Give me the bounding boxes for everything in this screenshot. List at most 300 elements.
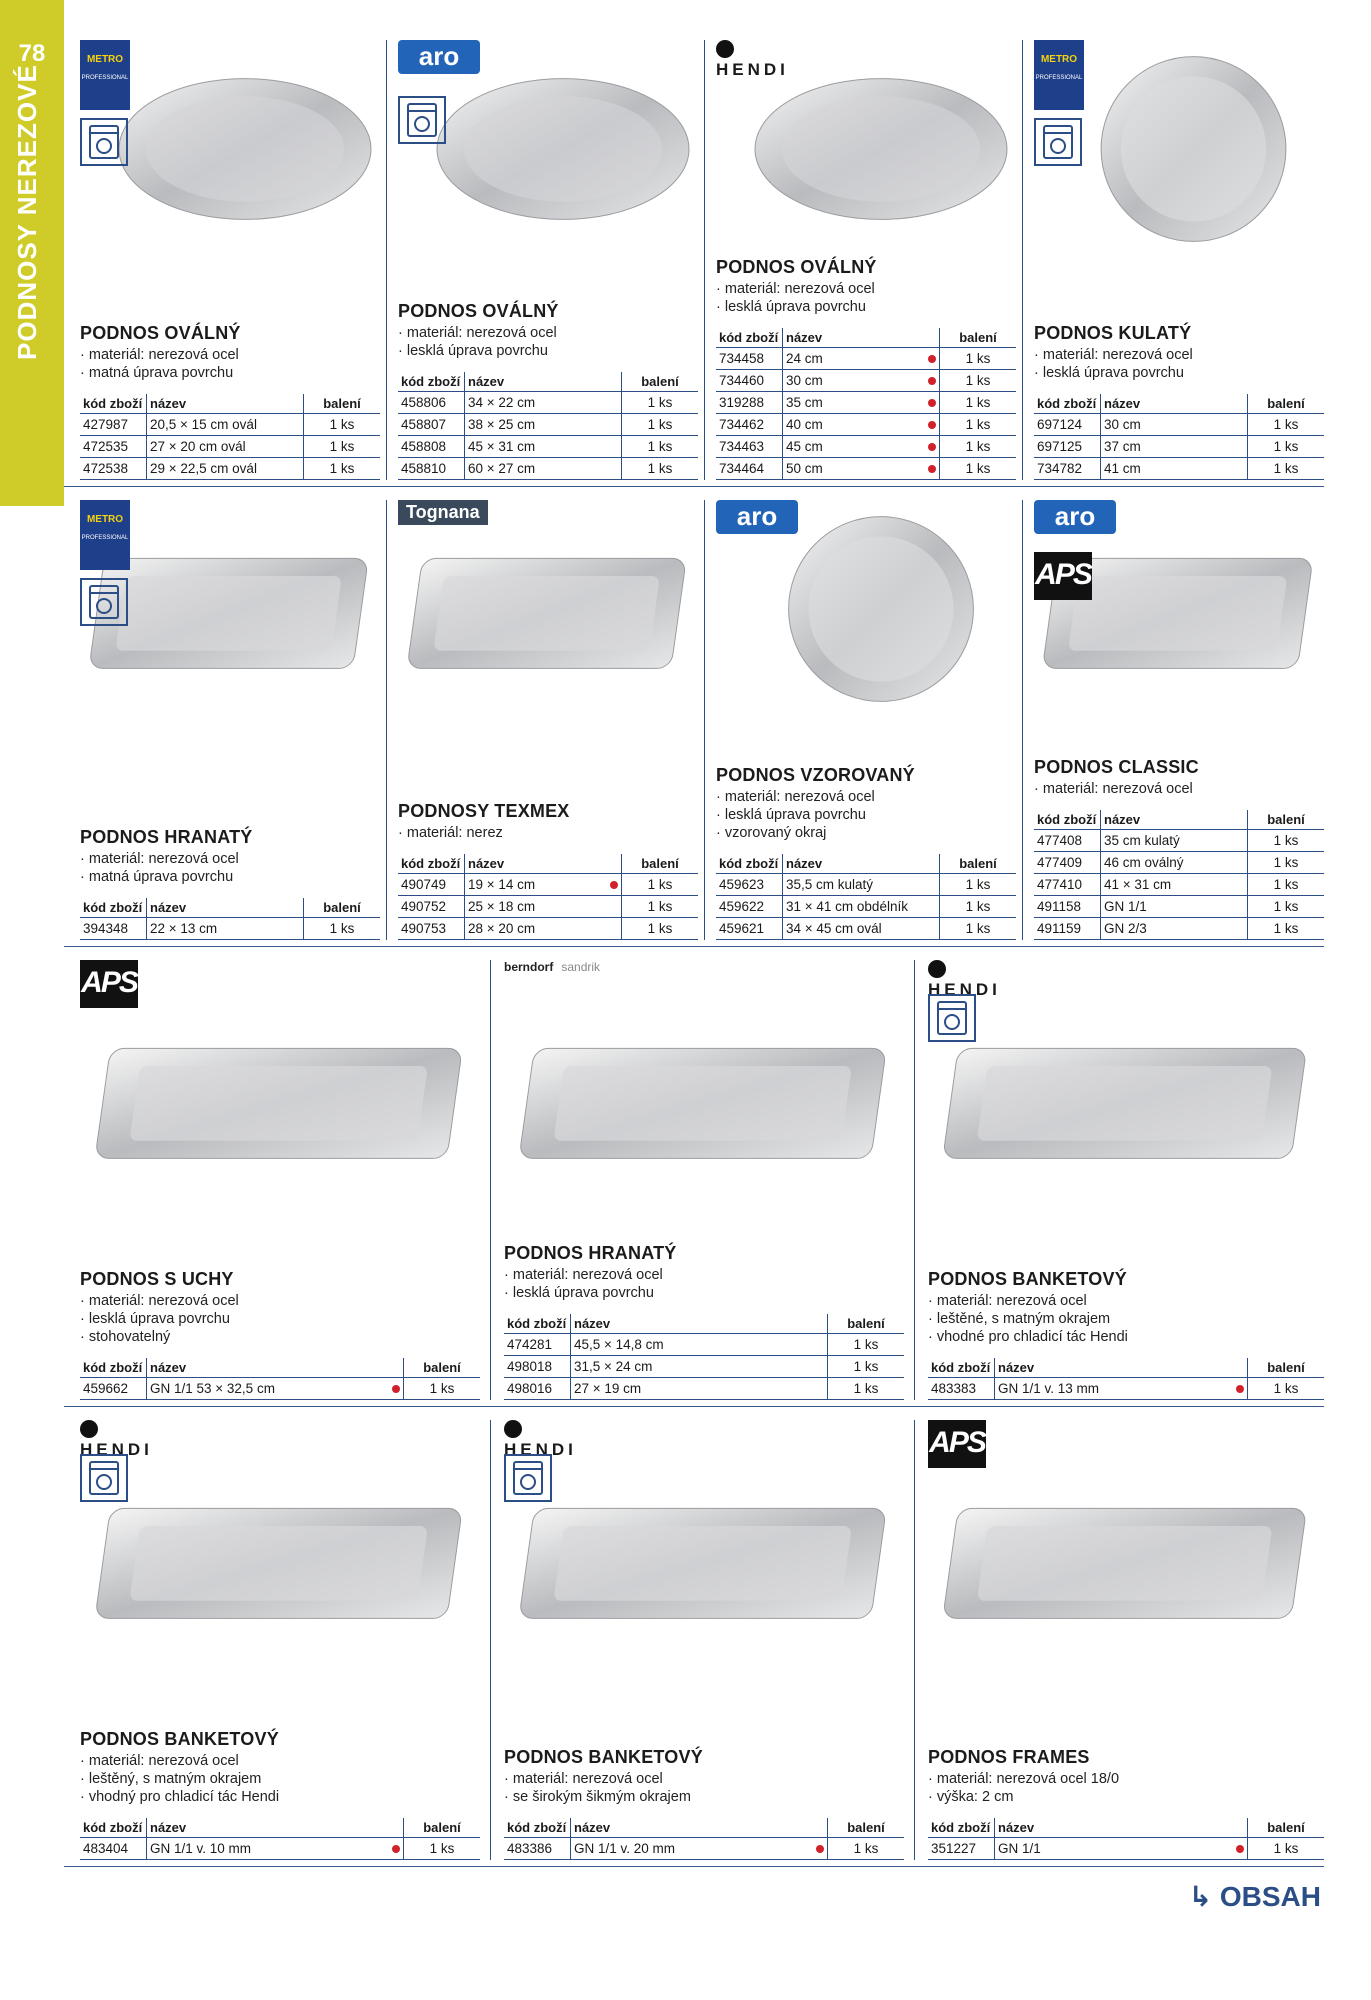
- product-table: [928, 1818, 1324, 1860]
- header-name: název: [1101, 394, 1248, 414]
- item-code: 427987: [80, 414, 147, 436]
- item-pack: 1 ks: [622, 458, 699, 480]
- table-row: [716, 874, 1016, 896]
- contents-link[interactable]: [1189, 1880, 1321, 1913]
- item-code: 319288: [716, 392, 783, 414]
- table-row: [716, 458, 1016, 480]
- dishwasher-safe-icon: [80, 118, 128, 166]
- table-row: [716, 370, 1016, 392]
- product-card: [716, 500, 1016, 940]
- item-code: 498016: [504, 1378, 571, 1400]
- product-feature: · materiál: nerezová ocel: [80, 1292, 480, 1310]
- product-feature: · lesklá úprava povrchu: [716, 806, 1016, 824]
- item-marker: [601, 918, 622, 940]
- metro-logo-sub: PROFESSIONAL: [81, 75, 129, 81]
- item-marker: [1227, 1378, 1248, 1400]
- item-name: 35 cm kulatý: [1101, 830, 1228, 852]
- header-name: název: [571, 1818, 828, 1838]
- item-code: 351227: [928, 1838, 995, 1860]
- table-row: [80, 918, 380, 940]
- item-pack: 1 ks: [940, 458, 1017, 480]
- item-name: GN 1/1 v. 13 mm: [995, 1378, 1228, 1400]
- product-info: [928, 1747, 1324, 1860]
- table-header-row: [80, 1358, 480, 1378]
- product-feature: · materiál: nerezová ocel: [80, 1752, 480, 1770]
- item-marker: [1227, 874, 1248, 896]
- header-pack: balení: [404, 1358, 481, 1378]
- item-marker: [919, 414, 940, 436]
- item-pack: 1 ks: [828, 1334, 905, 1356]
- item-marker: [601, 414, 622, 436]
- product-title: PODNOS KULATÝ: [1034, 323, 1192, 343]
- table-header-row: [80, 1818, 480, 1838]
- product-info: [716, 257, 1016, 480]
- table-row: [504, 1838, 904, 1860]
- table-row: [1034, 896, 1324, 918]
- item-pack: 1 ks: [1248, 1378, 1325, 1400]
- product-table: [80, 1358, 480, 1400]
- table-row: [504, 1334, 904, 1356]
- product-feature: · lesklá úprava povrchu: [716, 298, 1016, 316]
- product-table: [716, 328, 1016, 480]
- header-name: název: [147, 1358, 404, 1378]
- item-marker: [807, 1838, 828, 1860]
- red-dot-icon: [928, 377, 936, 385]
- product-card: [80, 500, 380, 940]
- product-info: [504, 1243, 904, 1400]
- item-marker: [807, 1356, 828, 1378]
- header-code: kód zboží: [398, 854, 465, 874]
- item-name: GN 1/1 53 × 32,5 cm: [147, 1378, 384, 1400]
- header-pack: balení: [622, 372, 699, 392]
- item-marker: [601, 896, 622, 918]
- item-pack: 1 ks: [1248, 830, 1325, 852]
- item-name: 31 × 41 cm obdélník: [783, 896, 920, 918]
- product-info: [80, 827, 380, 940]
- item-code: 472538: [80, 458, 147, 480]
- item-pack: 1 ks: [1248, 458, 1325, 480]
- table-row: [1034, 852, 1324, 874]
- product-info: [80, 1729, 480, 1860]
- row-divider: [64, 1866, 1324, 1867]
- item-name: 27 × 20 cm ovál: [147, 436, 284, 458]
- item-code: 697124: [1034, 414, 1101, 436]
- item-name: 34 × 22 cm: [465, 392, 602, 414]
- item-name: 41 × 31 cm: [1101, 874, 1228, 896]
- item-marker: [919, 896, 940, 918]
- item-marker: [1227, 896, 1248, 918]
- product-card: [1034, 40, 1324, 480]
- table-row: [80, 436, 380, 458]
- product-title: PODNOS VZOROVANÝ: [716, 765, 915, 785]
- header-pack: balení: [1248, 394, 1325, 414]
- product-title: PODNOS CLASSIC: [1034, 757, 1199, 777]
- item-pack: 1 ks: [940, 414, 1017, 436]
- table-row: [504, 1356, 904, 1378]
- header-code: kód zboží: [80, 898, 147, 918]
- item-code: 483404: [80, 1838, 147, 1860]
- row-divider: [64, 1406, 1324, 1407]
- header-code: kód zboží: [716, 854, 783, 874]
- header-name: název: [147, 898, 304, 918]
- header-pack: balení: [940, 328, 1017, 348]
- hendi-logo-text: HENDI: [504, 1440, 577, 1459]
- header-pack: balení: [304, 394, 381, 414]
- column-divider: [914, 1420, 915, 1860]
- product-table: [1034, 810, 1324, 940]
- metro-logo-text: METRO: [1040, 54, 1078, 65]
- header-pack: balení: [304, 898, 381, 918]
- table-row: [1034, 874, 1324, 896]
- product-image: [80, 1000, 480, 1225]
- item-name: 20,5 × 15 cm ovál: [147, 414, 284, 436]
- item-name: 41 cm: [1101, 458, 1228, 480]
- item-code: 477408: [1034, 830, 1101, 852]
- metro-logo: [80, 40, 130, 110]
- item-marker: [1227, 852, 1248, 874]
- table-row: [398, 896, 698, 918]
- item-name: 35,5 cm kulatý: [783, 874, 920, 896]
- table-header-row: [1034, 394, 1324, 414]
- product-table: [80, 898, 380, 940]
- contents-link-label: OBSAH: [1219, 1881, 1321, 1912]
- item-name: GN 1/1 v. 10 mm: [147, 1838, 384, 1860]
- column-divider: [704, 500, 705, 940]
- hendi-logo-text: HENDI: [928, 980, 1001, 999]
- product-table: [716, 854, 1016, 940]
- red-dot-icon: [928, 421, 936, 429]
- red-dot-icon: [392, 1845, 400, 1853]
- header-code: kód zboží: [398, 372, 465, 392]
- item-name: 29 × 22,5 cm ovál: [147, 458, 284, 480]
- hendi-logo-mark: [504, 1420, 522, 1438]
- hendi-logo-mark: [928, 960, 946, 978]
- product-title: PODNOS S UCHY: [80, 1269, 234, 1289]
- table-header-row: [398, 372, 698, 392]
- item-code: 734782: [1034, 458, 1101, 480]
- item-marker: [283, 414, 304, 436]
- item-code: 734464: [716, 458, 783, 480]
- item-name: GN 2/3: [1101, 918, 1228, 940]
- item-name: 50 cm: [783, 458, 920, 480]
- header-pack: balení: [940, 854, 1017, 874]
- item-pack: 1 ks: [828, 1356, 905, 1378]
- product-card: [80, 1420, 480, 1860]
- item-name: 37 cm: [1101, 436, 1228, 458]
- item-marker: [807, 1378, 828, 1400]
- item-code: 734462: [716, 414, 783, 436]
- header-code: kód zboží: [716, 328, 783, 348]
- product-photo: [504, 1000, 904, 1220]
- product-card: [398, 40, 698, 480]
- item-marker: [601, 874, 622, 896]
- product-info: [398, 801, 698, 940]
- product-photo: [80, 1460, 480, 1680]
- table-header-row: [928, 1358, 1324, 1378]
- header-code: kód zboží: [80, 1818, 147, 1838]
- header-name: název: [465, 854, 622, 874]
- item-marker: [283, 918, 304, 940]
- item-marker: [601, 458, 622, 480]
- item-name: 60 × 27 cm: [465, 458, 602, 480]
- product-feature: · materiál: nerezová ocel: [928, 1292, 1324, 1310]
- product-title: PODNOS BANKETOVÝ: [928, 1269, 1127, 1289]
- table-header-row: [504, 1818, 904, 1838]
- table-row: [398, 392, 698, 414]
- product-feature: · lesklá úprava povrchu: [80, 1310, 480, 1328]
- metro-logo-sub: PROFESSIONAL: [81, 535, 129, 541]
- product-table: [80, 1818, 480, 1860]
- column-divider: [386, 40, 387, 480]
- metro-logo-text: METRO: [86, 514, 124, 525]
- column-divider: [490, 1420, 491, 1860]
- item-pack: 1 ks: [1248, 852, 1325, 874]
- dishwasher-safe-icon: [398, 96, 446, 144]
- item-pack: 1 ks: [940, 436, 1017, 458]
- product-title: PODNOS HRANATÝ: [504, 1243, 677, 1263]
- product-feature: · materiál: nerez: [398, 824, 698, 842]
- item-marker: [919, 874, 940, 896]
- metro-logo-text: METRO: [86, 54, 124, 65]
- product-photo: [928, 1460, 1324, 1680]
- item-name: 45 × 31 cm: [465, 436, 602, 458]
- column-divider: [1022, 40, 1023, 480]
- item-pack: 1 ks: [1248, 414, 1325, 436]
- item-code: 394348: [80, 918, 147, 940]
- metro-logo: [1034, 40, 1084, 110]
- table-row: [716, 918, 1016, 940]
- product-info: [504, 1747, 904, 1860]
- product-info: [80, 323, 380, 480]
- header-name: název: [571, 1314, 828, 1334]
- item-marker: [1227, 436, 1248, 458]
- product-info: [1034, 757, 1324, 940]
- table-row: [80, 414, 380, 436]
- header-code: kód zboží: [928, 1818, 995, 1838]
- red-dot-icon: [1236, 1845, 1244, 1853]
- product-photo: [80, 1000, 480, 1220]
- aps-logo: APS: [928, 1420, 986, 1468]
- item-pack: 1 ks: [304, 458, 381, 480]
- header-code: kód zboží: [504, 1314, 571, 1334]
- item-code: 458810: [398, 458, 465, 480]
- table-row: [1034, 830, 1324, 852]
- metro-logo-sub: PROFESSIONAL: [1035, 75, 1083, 81]
- hendi-logo-mark: [80, 1420, 98, 1438]
- item-name: 31,5 × 24 cm: [571, 1356, 808, 1378]
- product-table: [398, 372, 698, 480]
- product-image: [716, 50, 1016, 275]
- item-code: 734458: [716, 348, 783, 370]
- product-feature: · materiál: nerezová ocel: [1034, 346, 1324, 364]
- item-code: 491158: [1034, 896, 1101, 918]
- item-pack: 1 ks: [940, 896, 1017, 918]
- hendi-logo-text: HENDI: [716, 60, 789, 79]
- header-code: kód zboží: [1034, 394, 1101, 414]
- product-feature: · materiál: nerezová ocel: [80, 850, 380, 868]
- table-row: [716, 348, 1016, 370]
- table-header-row: [398, 854, 698, 874]
- product-feature: · materiál: nerezová ocel: [398, 324, 698, 342]
- item-name: 19 × 14 cm: [465, 874, 602, 896]
- sandrik-logo-text: sandrik: [561, 960, 601, 974]
- product-feature: · materiál: nerezová ocel: [80, 346, 380, 364]
- product-feature: · výška: 2 cm: [928, 1788, 1324, 1806]
- section-title: PODNOSY NEREZOVÉ: [12, 64, 42, 360]
- table-header-row: [504, 1314, 904, 1334]
- aro-logo-text: aro: [716, 500, 798, 534]
- item-name: 25 × 18 cm: [465, 896, 602, 918]
- product-image: [398, 510, 698, 735]
- item-pack: 1 ks: [940, 918, 1017, 940]
- product-title: PODNOS OVÁLNÝ: [716, 257, 877, 277]
- product-info: [398, 301, 698, 480]
- header-pack: balení: [1248, 810, 1325, 830]
- product-title: PODNOS OVÁLNÝ: [80, 323, 241, 343]
- product-image: [928, 1460, 1324, 1685]
- item-code: 459623: [716, 874, 783, 896]
- header-name: název: [147, 394, 304, 414]
- item-pack: 1 ks: [304, 414, 381, 436]
- item-pack: 1 ks: [304, 918, 381, 940]
- header-pack: balení: [828, 1314, 905, 1334]
- item-marker: [601, 436, 622, 458]
- item-name: 35 cm: [783, 392, 920, 414]
- page-number: 78: [18, 40, 46, 67]
- header-pack: balení: [622, 854, 699, 874]
- hendi-logo: [716, 40, 789, 80]
- product-feature: · leštěné, s matným okrajem: [928, 1310, 1324, 1328]
- item-marker: [1227, 458, 1248, 480]
- metro-logo: [80, 500, 130, 570]
- item-name: 27 × 19 cm: [571, 1378, 808, 1400]
- item-code: 458807: [398, 414, 465, 436]
- table-header-row: [1034, 810, 1324, 830]
- column-divider: [386, 500, 387, 940]
- item-code: 459621: [716, 918, 783, 940]
- table-header-row: [928, 1818, 1324, 1838]
- item-name: 24 cm: [783, 348, 920, 370]
- product-feature: · leštěný, s matným okrajem: [80, 1770, 480, 1788]
- item-code: 498018: [504, 1356, 571, 1378]
- product-feature: · se širokým šikmým okrajem: [504, 1788, 904, 1806]
- column-divider: [490, 960, 491, 1400]
- table-header-row: [80, 394, 380, 414]
- item-marker: [383, 1838, 404, 1860]
- red-dot-icon: [816, 1845, 824, 1853]
- product-photo: [504, 1460, 904, 1680]
- table-row: [80, 1378, 480, 1400]
- item-pack: 1 ks: [940, 874, 1017, 896]
- product-feature: · vhodný pro chladicí tác Hendi: [80, 1788, 480, 1806]
- product-card: [80, 40, 380, 480]
- table-row: [398, 874, 698, 896]
- product-feature: · vhodné pro chladicí tác Hendi: [928, 1328, 1324, 1346]
- item-code: 734463: [716, 436, 783, 458]
- item-marker: [919, 370, 940, 392]
- item-code: 490752: [398, 896, 465, 918]
- dishwasher-safe-icon: [928, 994, 976, 1042]
- product-feature: · materiál: nerezová ocel: [504, 1266, 904, 1284]
- item-pack: 1 ks: [404, 1378, 481, 1400]
- table-row: [398, 414, 698, 436]
- table-header-row: [716, 328, 1016, 348]
- product-title: PODNOS HRANATÝ: [80, 827, 253, 847]
- red-dot-icon: [610, 881, 618, 889]
- red-dot-icon: [928, 399, 936, 407]
- item-code: 491159: [1034, 918, 1101, 940]
- header-code: kód zboží: [80, 394, 147, 414]
- item-name: GN 1/1: [1101, 896, 1228, 918]
- table-row: [1034, 918, 1324, 940]
- item-pack: 1 ks: [1248, 896, 1325, 918]
- dishwasher-safe-icon: [80, 1454, 128, 1502]
- item-name: GN 1/1 v. 20 mm: [571, 1838, 808, 1860]
- column-divider: [1022, 500, 1023, 940]
- table-row: [1034, 458, 1324, 480]
- product-table: [1034, 394, 1324, 480]
- item-name: 45 cm: [783, 436, 920, 458]
- item-code: 490749: [398, 874, 465, 896]
- red-dot-icon: [1236, 1385, 1244, 1393]
- item-code: 734460: [716, 370, 783, 392]
- item-code: 458806: [398, 392, 465, 414]
- item-marker: [919, 348, 940, 370]
- item-name: 28 × 20 cm: [465, 918, 602, 940]
- header-pack: balení: [404, 1818, 481, 1838]
- header-pack: balení: [1248, 1818, 1325, 1838]
- item-code: 477409: [1034, 852, 1101, 874]
- header-name: název: [783, 854, 940, 874]
- product-card: [928, 1420, 1324, 1860]
- item-name: 30 cm: [1101, 414, 1228, 436]
- item-pack: 1 ks: [304, 436, 381, 458]
- table-row: [928, 1838, 1324, 1860]
- header-pack: balení: [1248, 1358, 1325, 1378]
- product-card: [80, 960, 480, 1400]
- product-card: [716, 40, 1016, 480]
- row-divider: [64, 486, 1324, 487]
- product-card: [398, 500, 698, 940]
- aro-logo: [398, 40, 480, 98]
- item-marker: [919, 392, 940, 414]
- red-dot-icon: [928, 465, 936, 473]
- table-row: [504, 1378, 904, 1400]
- red-dot-icon: [928, 443, 936, 451]
- item-pack: 1 ks: [1248, 436, 1325, 458]
- table-row: [716, 414, 1016, 436]
- product-image: [504, 1000, 904, 1225]
- product-feature: · materiál: nerezová ocel: [716, 788, 1016, 806]
- item-code: 490753: [398, 918, 465, 940]
- item-marker: [283, 436, 304, 458]
- table-row: [716, 436, 1016, 458]
- item-marker: [919, 436, 940, 458]
- red-dot-icon: [928, 355, 936, 363]
- item-marker: [601, 392, 622, 414]
- product-photo: [398, 510, 698, 730]
- aro-logo: [1034, 500, 1116, 558]
- item-pack: 1 ks: [404, 1838, 481, 1860]
- berndorf-logo-text: berndorf: [504, 960, 554, 974]
- item-pack: 1 ks: [622, 918, 699, 940]
- berndorf-logo: [504, 960, 600, 974]
- item-code: 459622: [716, 896, 783, 918]
- header-code: kód zboží: [504, 1818, 571, 1838]
- table-row: [928, 1378, 1324, 1400]
- header-name: název: [465, 372, 622, 392]
- item-pack: 1 ks: [622, 392, 699, 414]
